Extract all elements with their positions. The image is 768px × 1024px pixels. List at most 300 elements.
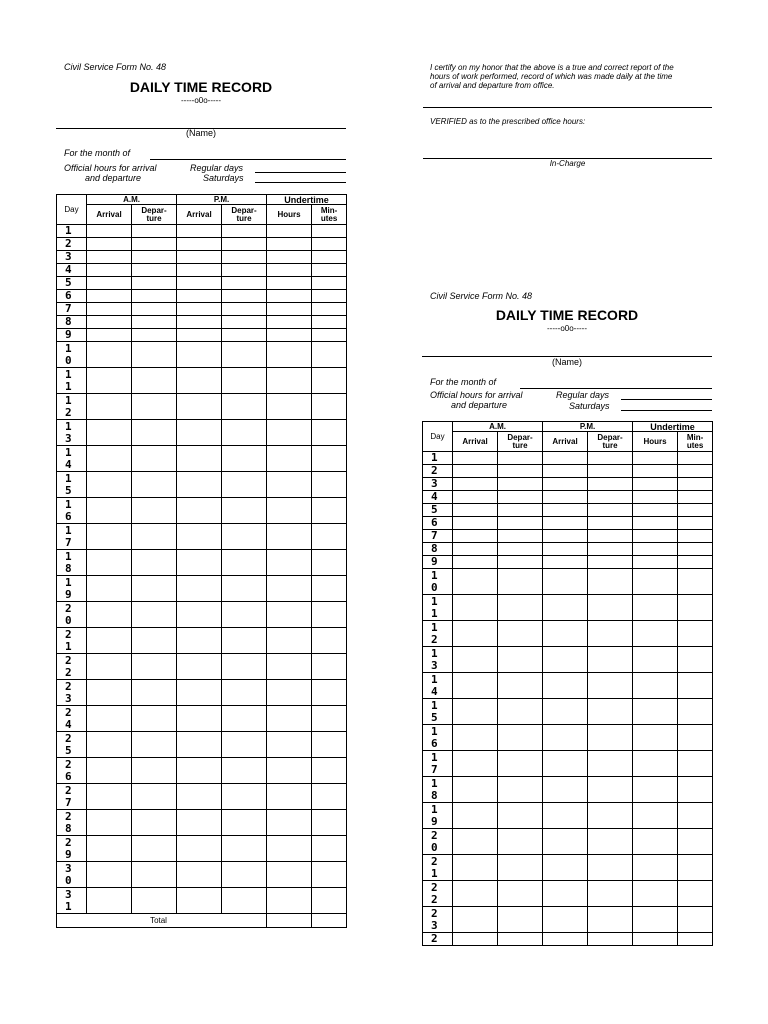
- am-departure-cell[interactable]: [498, 647, 543, 673]
- am-arrival-cell[interactable]: [87, 680, 132, 706]
- pm-departure-cell[interactable]: [222, 498, 267, 524]
- undertime-hours-cell[interactable]: [267, 550, 312, 576]
- pm-departure-cell[interactable]: [222, 602, 267, 628]
- am-arrival-cell[interactable]: [87, 342, 132, 368]
- undertime-hours-cell[interactable]: [267, 303, 312, 316]
- pm-departure-cell[interactable]: [588, 673, 633, 699]
- am-departure-cell[interactable]: [132, 888, 177, 914]
- am-departure-cell[interactable]: [132, 290, 177, 303]
- pm-arrival-cell[interactable]: [543, 569, 588, 595]
- pm-arrival-cell[interactable]: [177, 238, 222, 251]
- am-departure-cell[interactable]: [498, 933, 543, 946]
- pm-arrival-cell[interactable]: [543, 478, 588, 491]
- undertime-hours-cell[interactable]: [633, 751, 678, 777]
- pm-arrival-cell[interactable]: [543, 595, 588, 621]
- pm-departure-cell[interactable]: [588, 478, 633, 491]
- undertime-hours-cell[interactable]: [267, 654, 312, 680]
- undertime-hours-cell[interactable]: [633, 491, 678, 504]
- undertime-minutes-cell[interactable]: [678, 881, 713, 907]
- undertime-minutes-cell[interactable]: [678, 699, 713, 725]
- am-departure-cell[interactable]: [498, 569, 543, 595]
- undertime-hours-cell[interactable]: [633, 647, 678, 673]
- pm-arrival-cell[interactable]: [177, 290, 222, 303]
- pm-arrival-cell[interactable]: [543, 751, 588, 777]
- pm-arrival-cell[interactable]: [177, 810, 222, 836]
- pm-departure-cell[interactable]: [222, 238, 267, 251]
- pm-departure-cell[interactable]: [222, 303, 267, 316]
- pm-departure-cell[interactable]: [222, 758, 267, 784]
- undertime-minutes-cell[interactable]: [678, 855, 713, 881]
- undertime-minutes-cell[interactable]: [678, 777, 713, 803]
- am-arrival-cell[interactable]: [453, 751, 498, 777]
- am-departure-cell[interactable]: [132, 784, 177, 810]
- undertime-minutes-cell[interactable]: [678, 517, 713, 530]
- undertime-hours-cell[interactable]: [267, 836, 312, 862]
- am-departure-cell[interactable]: [498, 803, 543, 829]
- pm-departure-cell[interactable]: [588, 621, 633, 647]
- undertime-minutes-cell[interactable]: [678, 465, 713, 478]
- undertime-minutes-cell[interactable]: [312, 862, 347, 888]
- am-arrival-cell[interactable]: [453, 478, 498, 491]
- pm-arrival-cell[interactable]: [543, 556, 588, 569]
- am-arrival-cell[interactable]: [87, 329, 132, 342]
- undertime-hours-cell[interactable]: [633, 478, 678, 491]
- am-departure-cell[interactable]: [132, 706, 177, 732]
- pm-arrival-cell[interactable]: [177, 576, 222, 602]
- pm-arrival-cell[interactable]: [543, 829, 588, 855]
- undertime-minutes-cell[interactable]: [678, 907, 713, 933]
- undertime-minutes-cell[interactable]: [312, 680, 347, 706]
- pm-departure-cell[interactable]: [222, 225, 267, 238]
- pm-arrival-cell[interactable]: [543, 465, 588, 478]
- am-arrival-cell[interactable]: [453, 621, 498, 647]
- pm-arrival-cell[interactable]: [543, 803, 588, 829]
- am-departure-cell[interactable]: [132, 277, 177, 290]
- pm-departure-cell[interactable]: [588, 452, 633, 465]
- am-departure-cell[interactable]: [498, 517, 543, 530]
- am-arrival-cell[interactable]: [87, 576, 132, 602]
- am-departure-cell[interactable]: [132, 576, 177, 602]
- pm-arrival-cell[interactable]: [177, 758, 222, 784]
- pm-arrival-cell[interactable]: [177, 628, 222, 654]
- pm-arrival-cell[interactable]: [543, 777, 588, 803]
- am-departure-cell[interactable]: [498, 465, 543, 478]
- right-saturdays-field[interactable]: [621, 410, 712, 411]
- am-arrival-cell[interactable]: [453, 907, 498, 933]
- undertime-hours-cell[interactable]: [633, 595, 678, 621]
- am-arrival-cell[interactable]: [87, 888, 132, 914]
- undertime-minutes-cell[interactable]: [312, 524, 347, 550]
- pm-departure-cell[interactable]: [588, 751, 633, 777]
- am-arrival-cell[interactable]: [453, 504, 498, 517]
- pm-departure-cell[interactable]: [588, 556, 633, 569]
- am-departure-cell[interactable]: [132, 316, 177, 329]
- undertime-minutes-cell[interactable]: [312, 472, 347, 498]
- pm-departure-cell[interactable]: [222, 732, 267, 758]
- am-departure-cell[interactable]: [498, 777, 543, 803]
- undertime-hours-cell[interactable]: [633, 803, 678, 829]
- pm-departure-cell[interactable]: [588, 530, 633, 543]
- am-arrival-cell[interactable]: [453, 543, 498, 556]
- undertime-minutes-cell[interactable]: [312, 836, 347, 862]
- pm-departure-cell[interactable]: [222, 888, 267, 914]
- pm-departure-cell[interactable]: [222, 862, 267, 888]
- pm-departure-cell[interactable]: [222, 394, 267, 420]
- undertime-minutes-cell[interactable]: [678, 556, 713, 569]
- am-departure-cell[interactable]: [132, 303, 177, 316]
- am-arrival-cell[interactable]: [453, 517, 498, 530]
- undertime-minutes-cell[interactable]: [678, 478, 713, 491]
- am-departure-cell[interactable]: [498, 673, 543, 699]
- am-arrival-cell[interactable]: [87, 277, 132, 290]
- am-departure-cell[interactable]: [498, 452, 543, 465]
- am-departure-cell[interactable]: [132, 342, 177, 368]
- pm-arrival-cell[interactable]: [543, 621, 588, 647]
- pm-departure-cell[interactable]: [222, 446, 267, 472]
- left-saturdays-field[interactable]: [255, 182, 346, 183]
- pm-departure-cell[interactable]: [588, 465, 633, 478]
- am-arrival-cell[interactable]: [453, 647, 498, 673]
- undertime-hours-cell[interactable]: [267, 602, 312, 628]
- undertime-minutes-cell[interactable]: [312, 446, 347, 472]
- undertime-hours-cell[interactable]: [267, 446, 312, 472]
- am-arrival-cell[interactable]: [453, 569, 498, 595]
- am-departure-cell[interactable]: [498, 504, 543, 517]
- undertime-minutes-cell[interactable]: [312, 342, 347, 368]
- am-arrival-cell[interactable]: [87, 758, 132, 784]
- pm-arrival-cell[interactable]: [177, 394, 222, 420]
- undertime-minutes-cell[interactable]: [678, 725, 713, 751]
- pm-departure-cell[interactable]: [588, 569, 633, 595]
- pm-arrival-cell[interactable]: [177, 277, 222, 290]
- undertime-minutes-cell[interactable]: [312, 654, 347, 680]
- undertime-hours-cell[interactable]: [267, 368, 312, 394]
- am-arrival-cell[interactable]: [87, 225, 132, 238]
- undertime-hours-cell[interactable]: [267, 784, 312, 810]
- undertime-minutes-cell[interactable]: [312, 264, 347, 277]
- am-departure-cell[interactable]: [498, 829, 543, 855]
- am-arrival-cell[interactable]: [87, 836, 132, 862]
- am-arrival-cell[interactable]: [87, 420, 132, 446]
- undertime-minutes-cell[interactable]: [312, 576, 347, 602]
- undertime-hours-cell[interactable]: [267, 888, 312, 914]
- pm-departure-cell[interactable]: [588, 699, 633, 725]
- undertime-hours-cell[interactable]: [633, 829, 678, 855]
- undertime-hours-cell[interactable]: [267, 394, 312, 420]
- pm-arrival-cell[interactable]: [543, 933, 588, 946]
- am-departure-cell[interactable]: [498, 595, 543, 621]
- undertime-hours-cell[interactable]: [267, 498, 312, 524]
- undertime-hours-cell[interactable]: [267, 277, 312, 290]
- pm-departure-cell[interactable]: [588, 777, 633, 803]
- am-arrival-cell[interactable]: [87, 732, 132, 758]
- undertime-hours-cell[interactable]: [267, 732, 312, 758]
- pm-departure-cell[interactable]: [588, 803, 633, 829]
- am-departure-cell[interactable]: [132, 498, 177, 524]
- undertime-minutes-cell[interactable]: [312, 420, 347, 446]
- am-departure-cell[interactable]: [498, 478, 543, 491]
- pm-departure-cell[interactable]: [222, 277, 267, 290]
- employee-signature-line[interactable]: [423, 107, 712, 108]
- total-hours-cell[interactable]: [267, 914, 312, 928]
- am-departure-cell[interactable]: [132, 394, 177, 420]
- undertime-hours-cell[interactable]: [633, 452, 678, 465]
- undertime-hours-cell[interactable]: [267, 290, 312, 303]
- undertime-hours-cell[interactable]: [633, 569, 678, 595]
- am-arrival-cell[interactable]: [453, 452, 498, 465]
- undertime-minutes-cell[interactable]: [312, 225, 347, 238]
- undertime-hours-cell[interactable]: [267, 342, 312, 368]
- undertime-hours-cell[interactable]: [633, 699, 678, 725]
- pm-departure-cell[interactable]: [588, 647, 633, 673]
- pm-arrival-cell[interactable]: [177, 329, 222, 342]
- pm-arrival-cell[interactable]: [177, 888, 222, 914]
- undertime-hours-cell[interactable]: [267, 862, 312, 888]
- undertime-hours-cell[interactable]: [267, 238, 312, 251]
- undertime-hours-cell[interactable]: [633, 621, 678, 647]
- undertime-minutes-cell[interactable]: [678, 530, 713, 543]
- pm-departure-cell[interactable]: [222, 329, 267, 342]
- undertime-hours-cell[interactable]: [633, 725, 678, 751]
- undertime-minutes-cell[interactable]: [678, 621, 713, 647]
- undertime-hours-cell[interactable]: [267, 316, 312, 329]
- undertime-minutes-cell[interactable]: [312, 550, 347, 576]
- am-departure-cell[interactable]: [132, 732, 177, 758]
- undertime-hours-cell[interactable]: [633, 855, 678, 881]
- am-departure-cell[interactable]: [498, 751, 543, 777]
- undertime-hours-cell[interactable]: [267, 472, 312, 498]
- am-arrival-cell[interactable]: [453, 699, 498, 725]
- am-departure-cell[interactable]: [132, 758, 177, 784]
- pm-arrival-cell[interactable]: [543, 517, 588, 530]
- undertime-hours-cell[interactable]: [267, 576, 312, 602]
- am-departure-cell[interactable]: [132, 680, 177, 706]
- pm-departure-cell[interactable]: [222, 784, 267, 810]
- pm-arrival-cell[interactable]: [177, 251, 222, 264]
- right-month-field[interactable]: [520, 388, 712, 389]
- undertime-hours-cell[interactable]: [267, 706, 312, 732]
- undertime-minutes-cell[interactable]: [312, 290, 347, 303]
- am-departure-cell[interactable]: [132, 550, 177, 576]
- am-arrival-cell[interactable]: [87, 472, 132, 498]
- pm-departure-cell[interactable]: [222, 576, 267, 602]
- undertime-hours-cell[interactable]: [633, 504, 678, 517]
- pm-arrival-cell[interactable]: [177, 303, 222, 316]
- undertime-minutes-cell[interactable]: [312, 706, 347, 732]
- undertime-minutes-cell[interactable]: [678, 491, 713, 504]
- am-departure-cell[interactable]: [132, 524, 177, 550]
- am-arrival-cell[interactable]: [453, 491, 498, 504]
- undertime-minutes-cell[interactable]: [312, 732, 347, 758]
- pm-arrival-cell[interactable]: [543, 907, 588, 933]
- pm-arrival-cell[interactable]: [177, 420, 222, 446]
- pm-departure-cell[interactable]: [222, 420, 267, 446]
- pm-departure-cell[interactable]: [588, 543, 633, 556]
- am-arrival-cell[interactable]: [87, 303, 132, 316]
- am-arrival-cell[interactable]: [453, 933, 498, 946]
- am-departure-cell[interactable]: [132, 329, 177, 342]
- am-arrival-cell[interactable]: [453, 530, 498, 543]
- undertime-minutes-cell[interactable]: [678, 504, 713, 517]
- pm-departure-cell[interactable]: [222, 654, 267, 680]
- pm-departure-cell[interactable]: [222, 524, 267, 550]
- undertime-hours-cell[interactable]: [633, 933, 678, 946]
- undertime-hours-cell[interactable]: [267, 628, 312, 654]
- am-arrival-cell[interactable]: [453, 803, 498, 829]
- am-arrival-cell[interactable]: [87, 251, 132, 264]
- pm-departure-cell[interactable]: [588, 881, 633, 907]
- am-arrival-cell[interactable]: [87, 706, 132, 732]
- pm-arrival-cell[interactable]: [177, 602, 222, 628]
- am-arrival-cell[interactable]: [87, 368, 132, 394]
- am-departure-cell[interactable]: [132, 238, 177, 251]
- am-arrival-cell[interactable]: [87, 550, 132, 576]
- pm-departure-cell[interactable]: [222, 342, 267, 368]
- undertime-minutes-cell[interactable]: [312, 329, 347, 342]
- am-arrival-cell[interactable]: [87, 238, 132, 251]
- undertime-hours-cell[interactable]: [633, 465, 678, 478]
- undertime-hours-cell[interactable]: [633, 881, 678, 907]
- undertime-hours-cell[interactable]: [633, 673, 678, 699]
- am-arrival-cell[interactable]: [87, 290, 132, 303]
- am-arrival-cell[interactable]: [87, 628, 132, 654]
- pm-departure-cell[interactable]: [222, 290, 267, 303]
- pm-departure-cell[interactable]: [588, 491, 633, 504]
- pm-arrival-cell[interactable]: [177, 706, 222, 732]
- am-arrival-cell[interactable]: [453, 777, 498, 803]
- undertime-hours-cell[interactable]: [633, 556, 678, 569]
- am-departure-cell[interactable]: [132, 446, 177, 472]
- pm-arrival-cell[interactable]: [543, 647, 588, 673]
- am-arrival-cell[interactable]: [87, 784, 132, 810]
- undertime-minutes-cell[interactable]: [312, 498, 347, 524]
- am-departure-cell[interactable]: [132, 251, 177, 264]
- pm-departure-cell[interactable]: [588, 933, 633, 946]
- undertime-minutes-cell[interactable]: [678, 803, 713, 829]
- am-arrival-cell[interactable]: [453, 556, 498, 569]
- am-departure-cell[interactable]: [498, 725, 543, 751]
- undertime-minutes-cell[interactable]: [312, 784, 347, 810]
- am-departure-cell[interactable]: [132, 368, 177, 394]
- undertime-hours-cell[interactable]: [267, 524, 312, 550]
- undertime-minutes-cell[interactable]: [678, 751, 713, 777]
- undertime-minutes-cell[interactable]: [678, 829, 713, 855]
- am-departure-cell[interactable]: [132, 602, 177, 628]
- undertime-minutes-cell[interactable]: [312, 251, 347, 264]
- am-departure-cell[interactable]: [498, 855, 543, 881]
- am-arrival-cell[interactable]: [453, 855, 498, 881]
- pm-arrival-cell[interactable]: [543, 452, 588, 465]
- am-arrival-cell[interactable]: [453, 465, 498, 478]
- undertime-minutes-cell[interactable]: [312, 602, 347, 628]
- am-arrival-cell[interactable]: [87, 264, 132, 277]
- pm-arrival-cell[interactable]: [177, 264, 222, 277]
- pm-arrival-cell[interactable]: [177, 524, 222, 550]
- pm-departure-cell[interactable]: [222, 264, 267, 277]
- am-arrival-cell[interactable]: [453, 725, 498, 751]
- am-departure-cell[interactable]: [132, 654, 177, 680]
- am-departure-cell[interactable]: [498, 491, 543, 504]
- total-minutes-cell[interactable]: [312, 914, 347, 928]
- pm-departure-cell[interactable]: [222, 706, 267, 732]
- am-arrival-cell[interactable]: [453, 673, 498, 699]
- pm-departure-cell[interactable]: [588, 725, 633, 751]
- am-departure-cell[interactable]: [498, 907, 543, 933]
- undertime-minutes-cell[interactable]: [678, 569, 713, 595]
- undertime-hours-cell[interactable]: [633, 517, 678, 530]
- pm-arrival-cell[interactable]: [177, 342, 222, 368]
- undertime-hours-cell[interactable]: [267, 329, 312, 342]
- pm-arrival-cell[interactable]: [177, 680, 222, 706]
- am-departure-cell[interactable]: [498, 699, 543, 725]
- pm-departure-cell[interactable]: [222, 810, 267, 836]
- am-arrival-cell[interactable]: [87, 810, 132, 836]
- undertime-minutes-cell[interactable]: [312, 758, 347, 784]
- pm-arrival-cell[interactable]: [177, 316, 222, 329]
- pm-departure-cell[interactable]: [588, 907, 633, 933]
- pm-arrival-cell[interactable]: [177, 732, 222, 758]
- am-arrival-cell[interactable]: [87, 654, 132, 680]
- pm-arrival-cell[interactable]: [177, 784, 222, 810]
- undertime-hours-cell[interactable]: [633, 907, 678, 933]
- undertime-minutes-cell[interactable]: [678, 595, 713, 621]
- am-arrival-cell[interactable]: [87, 394, 132, 420]
- pm-arrival-cell[interactable]: [177, 836, 222, 862]
- left-month-field[interactable]: [150, 159, 346, 160]
- pm-departure-cell[interactable]: [222, 680, 267, 706]
- pm-arrival-cell[interactable]: [543, 699, 588, 725]
- undertime-minutes-cell[interactable]: [312, 810, 347, 836]
- pm-arrival-cell[interactable]: [543, 491, 588, 504]
- undertime-minutes-cell[interactable]: [678, 452, 713, 465]
- pm-departure-cell[interactable]: [222, 836, 267, 862]
- pm-arrival-cell[interactable]: [177, 862, 222, 888]
- undertime-hours-cell[interactable]: [267, 810, 312, 836]
- am-arrival-cell[interactable]: [87, 524, 132, 550]
- pm-arrival-cell[interactable]: [177, 550, 222, 576]
- am-arrival-cell[interactable]: [87, 862, 132, 888]
- am-arrival-cell[interactable]: [453, 829, 498, 855]
- pm-departure-cell[interactable]: [222, 368, 267, 394]
- am-arrival-cell[interactable]: [87, 316, 132, 329]
- undertime-minutes-cell[interactable]: [678, 647, 713, 673]
- undertime-hours-cell[interactable]: [267, 758, 312, 784]
- pm-departure-cell[interactable]: [222, 316, 267, 329]
- undertime-minutes-cell[interactable]: [312, 628, 347, 654]
- undertime-hours-cell[interactable]: [633, 777, 678, 803]
- undertime-hours-cell[interactable]: [267, 420, 312, 446]
- undertime-minutes-cell[interactable]: [678, 543, 713, 556]
- pm-departure-cell[interactable]: [222, 251, 267, 264]
- pm-arrival-cell[interactable]: [177, 654, 222, 680]
- undertime-minutes-cell[interactable]: [312, 316, 347, 329]
- am-arrival-cell[interactable]: [453, 881, 498, 907]
- pm-arrival-cell[interactable]: [177, 225, 222, 238]
- undertime-minutes-cell[interactable]: [312, 888, 347, 914]
- am-departure-cell[interactable]: [132, 420, 177, 446]
- undertime-hours-cell[interactable]: [267, 251, 312, 264]
- am-departure-cell[interactable]: [132, 628, 177, 654]
- pm-arrival-cell[interactable]: [543, 504, 588, 517]
- undertime-hours-cell[interactable]: [633, 543, 678, 556]
- undertime-hours-cell[interactable]: [267, 264, 312, 277]
- am-departure-cell[interactable]: [498, 530, 543, 543]
- pm-arrival-cell[interactable]: [177, 498, 222, 524]
- pm-arrival-cell[interactable]: [543, 855, 588, 881]
- undertime-minutes-cell[interactable]: [312, 303, 347, 316]
- pm-departure-cell[interactable]: [588, 517, 633, 530]
- pm-departure-cell[interactable]: [588, 504, 633, 517]
